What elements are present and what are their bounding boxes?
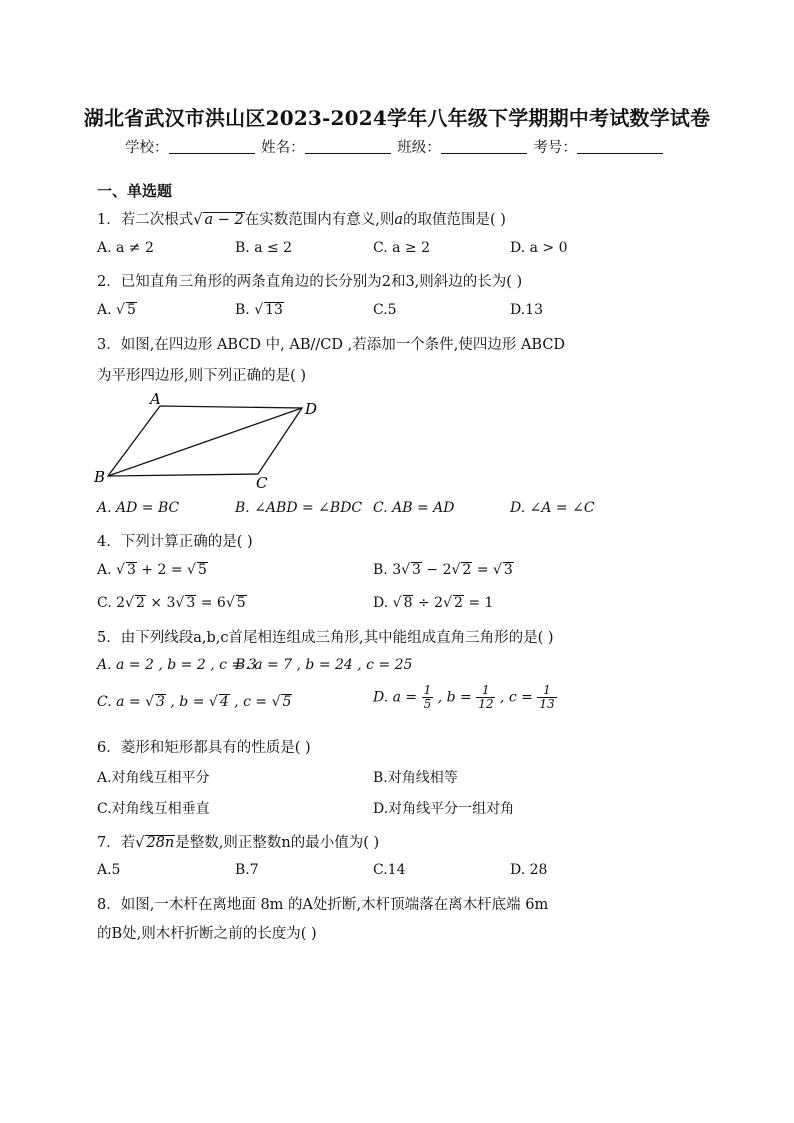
q5-d-f3-num: 1 [537,684,556,698]
q2-option-a[interactable]: A. √ 5 [97,302,136,318]
q1-text-mid: 在实数范围内有意义,则 [244,212,395,228]
q2-a-radicand: 5 [126,302,136,318]
question-6: 6．菱形和矩形都具有的性质是( ) [97,740,311,756]
q4-option-b[interactable]: B. 3√ 3 − 2√ 2 = √ 3 [373,562,513,578]
q4-a-pre: A. [97,562,117,578]
q4-d-r1: 8 [403,595,413,611]
q4-option-d[interactable]: D. √ 8 ÷ 2√ 2 = 1 [373,595,494,611]
number-label: 考号： [533,140,577,156]
q5-d-m2: , c = [495,689,538,706]
q5-d-f2-num: 1 [476,684,495,698]
question-8-line-1: 8．如图,一木杆在离地面 8m 的A处折断,木杆顶端落在离木杆底端 6m [97,897,549,913]
vertex-d-label: D [305,400,318,418]
q4-a-r2: 5 [197,562,207,578]
q5-d-pre: D. a = [373,689,422,706]
q5-d-m1: , b = [433,689,477,706]
q2-b-prefix: B. [235,302,250,318]
q5-option-b[interactable]: B. a = 7 , b = 24 , c = 25 [235,657,413,673]
number-blank[interactable] [577,139,663,154]
q5-option-a[interactable]: A. a = 2 , b = 2 , c = 3 [97,657,257,673]
q2-option-b[interactable]: B. √ 13 [235,302,283,318]
q3-option-c[interactable]: C. AB = AD [373,500,455,516]
q4-a-mid: + 2 = [136,562,188,578]
q5-d-f1-num: 1 [423,683,432,697]
q4-d-r2: 2 [453,595,463,611]
q5-c-r2: 4 [219,694,229,710]
q4-option-a[interactable]: A. √ 3 + 2 = √ 5 [97,562,207,578]
q5-c-pre: C. a = [97,694,146,710]
q5-d-f3-den: 13 [539,697,555,712]
q5-d-f1-den: 5 [423,697,432,712]
q4-b-pre: B. 3 [373,562,402,578]
q4-c-mid2: = 6 [196,595,226,611]
section-heading: 一、单选题 [97,182,173,200]
q6-option-a[interactable]: A.对角线互相平分 [97,770,210,786]
q1-variable: a [394,212,403,228]
q5-c-m1: , b = [165,694,209,710]
q2-a-prefix: A. [97,302,112,318]
name-label: 姓名： [261,140,305,156]
q1-text-post: 的取值范围是( ) [403,212,506,228]
parallelogram-figure [90,392,330,490]
school-label: 学校： [125,140,169,156]
q7-text-post: 是整数,则正整数n的最小值为( ) [175,835,380,851]
question-3-line-2: 为平形四边形,则下列正确的是( ) [97,368,307,384]
q4-b-mid: − 2 [421,562,452,578]
q4-b-r1: 3 [412,562,421,578]
question-8-line-2: 的B处,则木杆折断之前的长度为( ) [97,926,317,942]
q4-d-pre: D. [373,595,393,611]
q3-option-a[interactable]: A. AD = BC [97,500,180,516]
q5-c-m2: , c = [229,694,272,710]
vertex-a-label: A [150,392,161,408]
q4-c-r3: 5 [236,595,246,611]
q7-radicand: 28n [146,835,175,851]
q7-option-a[interactable]: A.5 [97,862,121,878]
q5-c-r1: 3 [156,694,165,710]
question-3-line-1: 3．如图,在四边形 ABCD 中, AB//CD ,若添加一个条件,使四边形 ABCD [97,337,566,353]
q7-option-d[interactable]: D. 28 [510,862,548,878]
question-7: 7．若√ 28n是整数,则正整数n的最小值为( ) [97,835,380,851]
class-blank[interactable] [441,139,527,154]
q1-option-d[interactable]: D. a > 0 [510,240,568,256]
q4-c-r2: 3 [186,595,196,611]
q6-option-d[interactable]: D.对角线平分一组对角 [373,801,515,817]
q2-option-d[interactable]: D.13 [510,302,543,318]
question-4: 4．下列计算正确的是( ) [97,534,253,550]
q3-option-b[interactable]: B. ∠ABD = ∠BDC [235,500,363,516]
q2-option-c[interactable]: C.5 [373,302,397,318]
q7-option-b[interactable]: B.7 [235,862,259,878]
q4-d-mid: ÷ 2 [413,595,444,611]
q2-b-radicand: 13 [265,302,283,318]
q7-option-c[interactable]: C.14 [373,862,406,878]
page-title: 湖北省武汉市洪山区2023-2024学年八年级下学期期中考试数学试卷 [83,106,711,130]
vertex-b-label: B [94,468,106,486]
q5-option-d[interactable] [373,684,557,711]
question-2: 2．已知直角三角形的两条直角边的长分别为2和3,则斜边的长为( ) [97,274,523,290]
q4-d-mid2: = 1 [463,595,494,611]
student-info-line [125,136,665,157]
q4-b-r2: 2 [462,562,472,578]
q5-d-f2-den: 12 [478,697,494,712]
q1-option-b[interactable]: B. a ≤ 2 [235,240,293,256]
q3-option-d[interactable]: D. ∠A = ∠C [510,500,595,516]
q4-c-r1: 2 [135,595,145,611]
q4-b-r3: 3 [503,562,513,578]
q6-option-c[interactable]: C.对角线互相垂直 [97,801,210,817]
question-5: 5．由下列线段a,b,c首尾相连组成三角形,其中能组成直角三角形的是( ) [97,630,554,646]
q5-c-r3: 5 [282,694,292,710]
q1-option-c[interactable]: C. a ≥ 2 [373,240,430,256]
q1-option-a[interactable]: A. a ≠ 2 [97,240,154,256]
class-label: 班级： [397,140,441,156]
diagonal-bd [108,408,302,476]
q5-option-c[interactable]: C. a = √ 3 , b = √ 4 , c = √ 5 [97,694,292,710]
q4-option-c[interactable]: C. 2√ 2 × 3√ 3 = 6√ 5 [97,595,246,611]
q4-c-mid: × 3 [145,595,176,611]
q4-c-pre: C. 2 [97,595,126,611]
vertex-c-label: C [256,474,268,490]
q4-b-mid2: = [472,562,493,578]
q6-option-b[interactable]: B.对角线相等 [373,770,458,786]
q1-text-pre: 1．若二次根式 [97,212,194,228]
q1-radicand: a − 2 [204,212,244,228]
school-blank[interactable] [169,139,255,154]
question-1: 1．若二次根式√ a − 2在实数范围内有意义,则a的取值范围是( ) [97,212,506,228]
q7-text-pre: 7．若 [97,835,136,851]
q4-a-r1: 3 [126,562,136,578]
name-blank[interactable] [305,139,391,154]
